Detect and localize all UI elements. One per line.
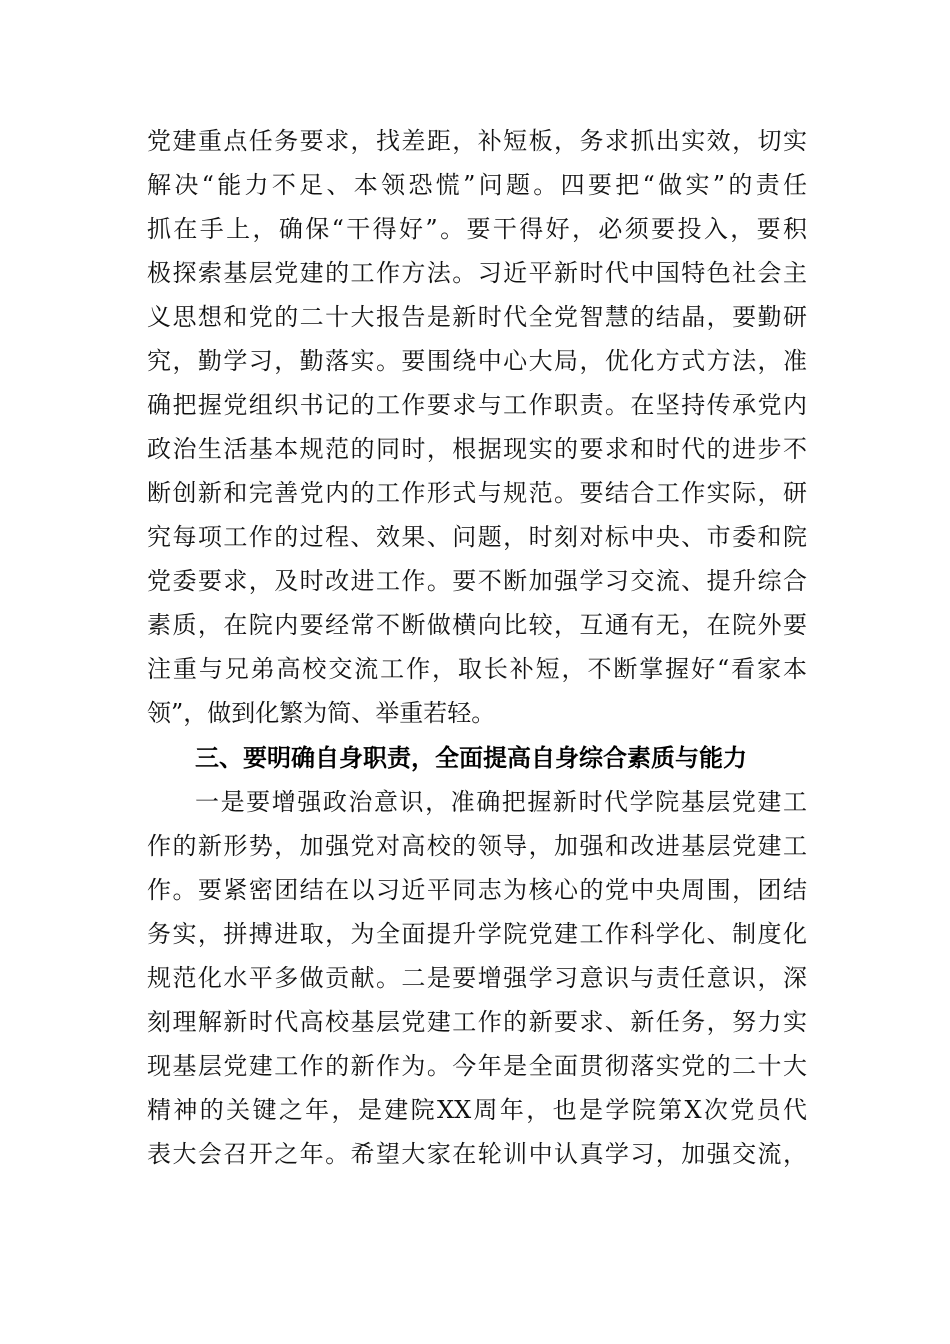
text-line: 精神的关键之年，是建院XX周年，也是学院第X次党员代: [147, 1096, 807, 1124]
text-line: 抓在手上，确保“干得好”。要干得好，必须要投入，要积: [147, 215, 807, 243]
text-line: 确把握党组织书记的工作要求与工作职责。在坚持传承党内: [147, 391, 807, 419]
text-line: 注重与兄弟高校交流工作，取长补短，不断掌握好“看家本: [147, 655, 807, 683]
text-line: 素质，在院内要经常不断做横向比较，互通有无，在院外要: [147, 611, 807, 639]
text-line: 断创新和完善党内的工作形式与规范。要结合工作实际，研: [147, 479, 807, 507]
section-heading: 三、要明确自身职责，全面提高自身综合素质与能力: [195, 744, 747, 772]
text-line: 作。要紧密团结在以习近平同志为核心的党中央周围，团结: [147, 876, 807, 904]
text-line: 刻理解新时代高校基层党建工作的新要求、新任务，努力实: [147, 1008, 807, 1036]
text-line: 领”，做到化繁为简、举重若轻。: [147, 699, 496, 727]
text-line: 极探索基层党建的工作方法。习近平新时代中国特色社会主: [147, 259, 807, 287]
text-line: 解决“能力不足、本领恐慌”问题。四要把“做实”的责任: [147, 171, 807, 199]
text-line: 究，勤学习，勤落实。要围绕中心大局，优化方式方法，准: [147, 347, 807, 375]
text-line: 究每项工作的过程、效果、问题，时刻对标中央、市委和院: [147, 523, 807, 551]
text-line: 政治生活基本规范的同时，根据现实的要求和时代的进步不: [147, 435, 807, 463]
text-line: 党委要求，及时改进工作。要不断加强学习交流、提升综合: [147, 567, 807, 595]
text-line: 党建重点任务要求，找差距，补短板，务求抓出实效，切实: [147, 127, 807, 155]
text-line: 一是要增强政治意识，准确把握新时代学院基层党建工: [195, 788, 807, 816]
text-line: 义思想和党的二十大报告是新时代全党智慧的结晶，要勤研: [147, 303, 807, 331]
text-line: 规范化水平多做贡献。二是要增强学习意识与责任意识，深: [147, 964, 807, 992]
text-line: 现基层党建工作的新作为。今年是全面贯彻落实党的二十大: [147, 1052, 807, 1080]
text-line: 表大会召开之年。希望大家在轮训中认真学习，加强交流，: [147, 1140, 807, 1168]
text-line: 务实，拼搏进取，为全面提升学院党建工作科学化、制度化: [147, 920, 807, 948]
text-line: 作的新形势，加强党对高校的领导，加强和改进基层党建工: [147, 832, 807, 860]
